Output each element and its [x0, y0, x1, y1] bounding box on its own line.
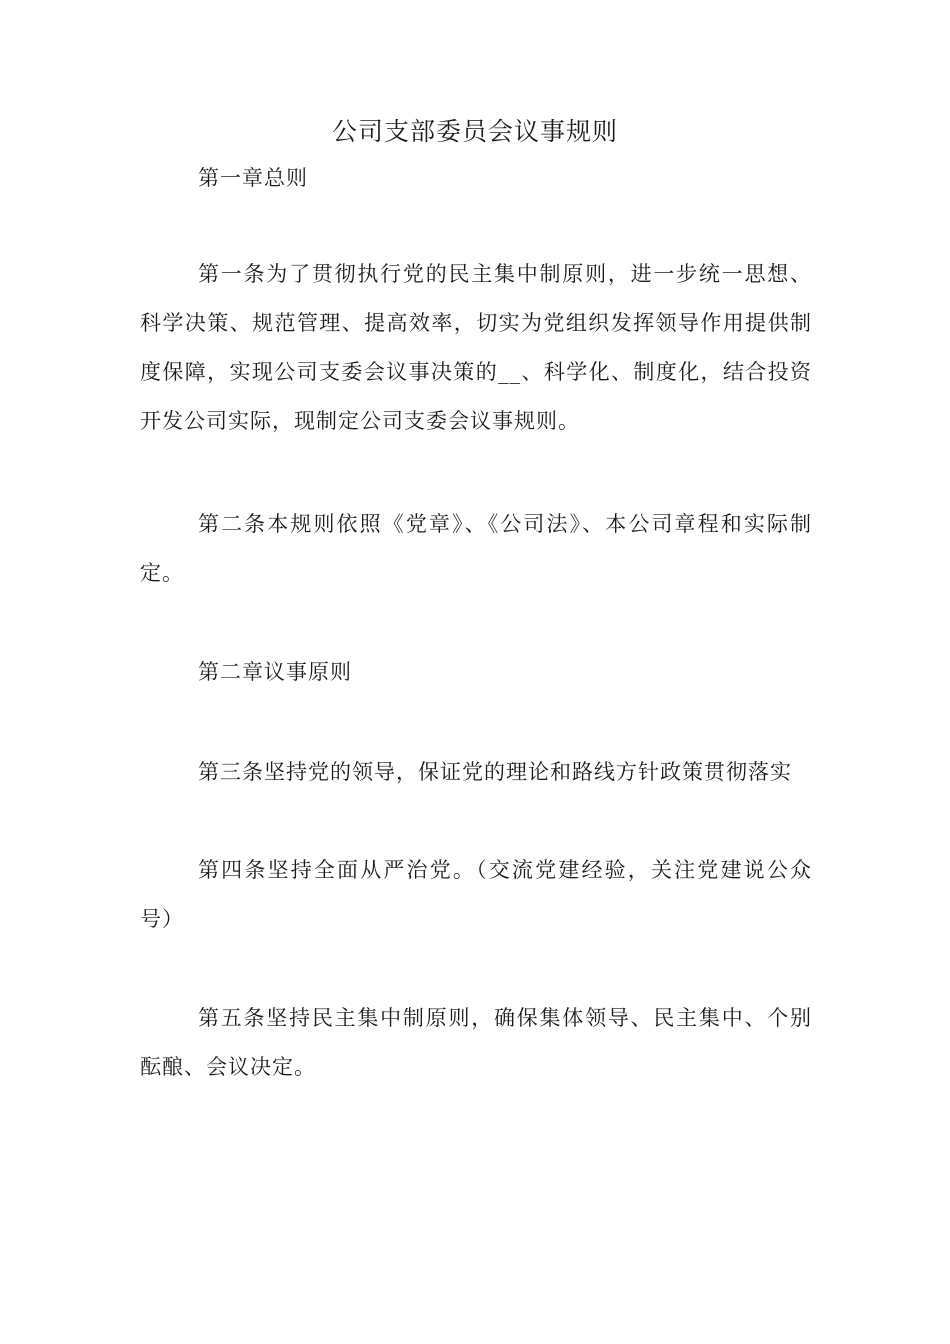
- chapter-2-heading: 第二章议事原则: [198, 660, 352, 684]
- article-3: 第三条坚持党的领导，保证党的理论和路线方针政策贯彻落实: [198, 760, 792, 784]
- chapter-1-heading: 第一章总则: [198, 166, 308, 190]
- article-2: 第二条本规则依照《党章》、《公司法》、本公司章程和实际制定。: [140, 512, 812, 585]
- document-title: 公司支部委员会议事规则: [331, 117, 618, 146]
- article-1: 第一条为了贯彻执行党的民主集中制原则，进一步统一思想、科学决策、规范管理、提高效率，切实为党组织发挥领导作用提供制度保障，实现公司支委会议事决策的__、科学化、制度化，结合投资开发公司实际，现制定公司支委会议事规则。: [140, 262, 812, 433]
- article-4: 第四条坚持全面从严治党。（交流党建经验，关注党建说公众号）: [140, 858, 812, 931]
- article-5: 第五条坚持民主集中制原则，确保集体领导、民主集中、个别酝酿、会议决定。: [140, 1006, 812, 1079]
